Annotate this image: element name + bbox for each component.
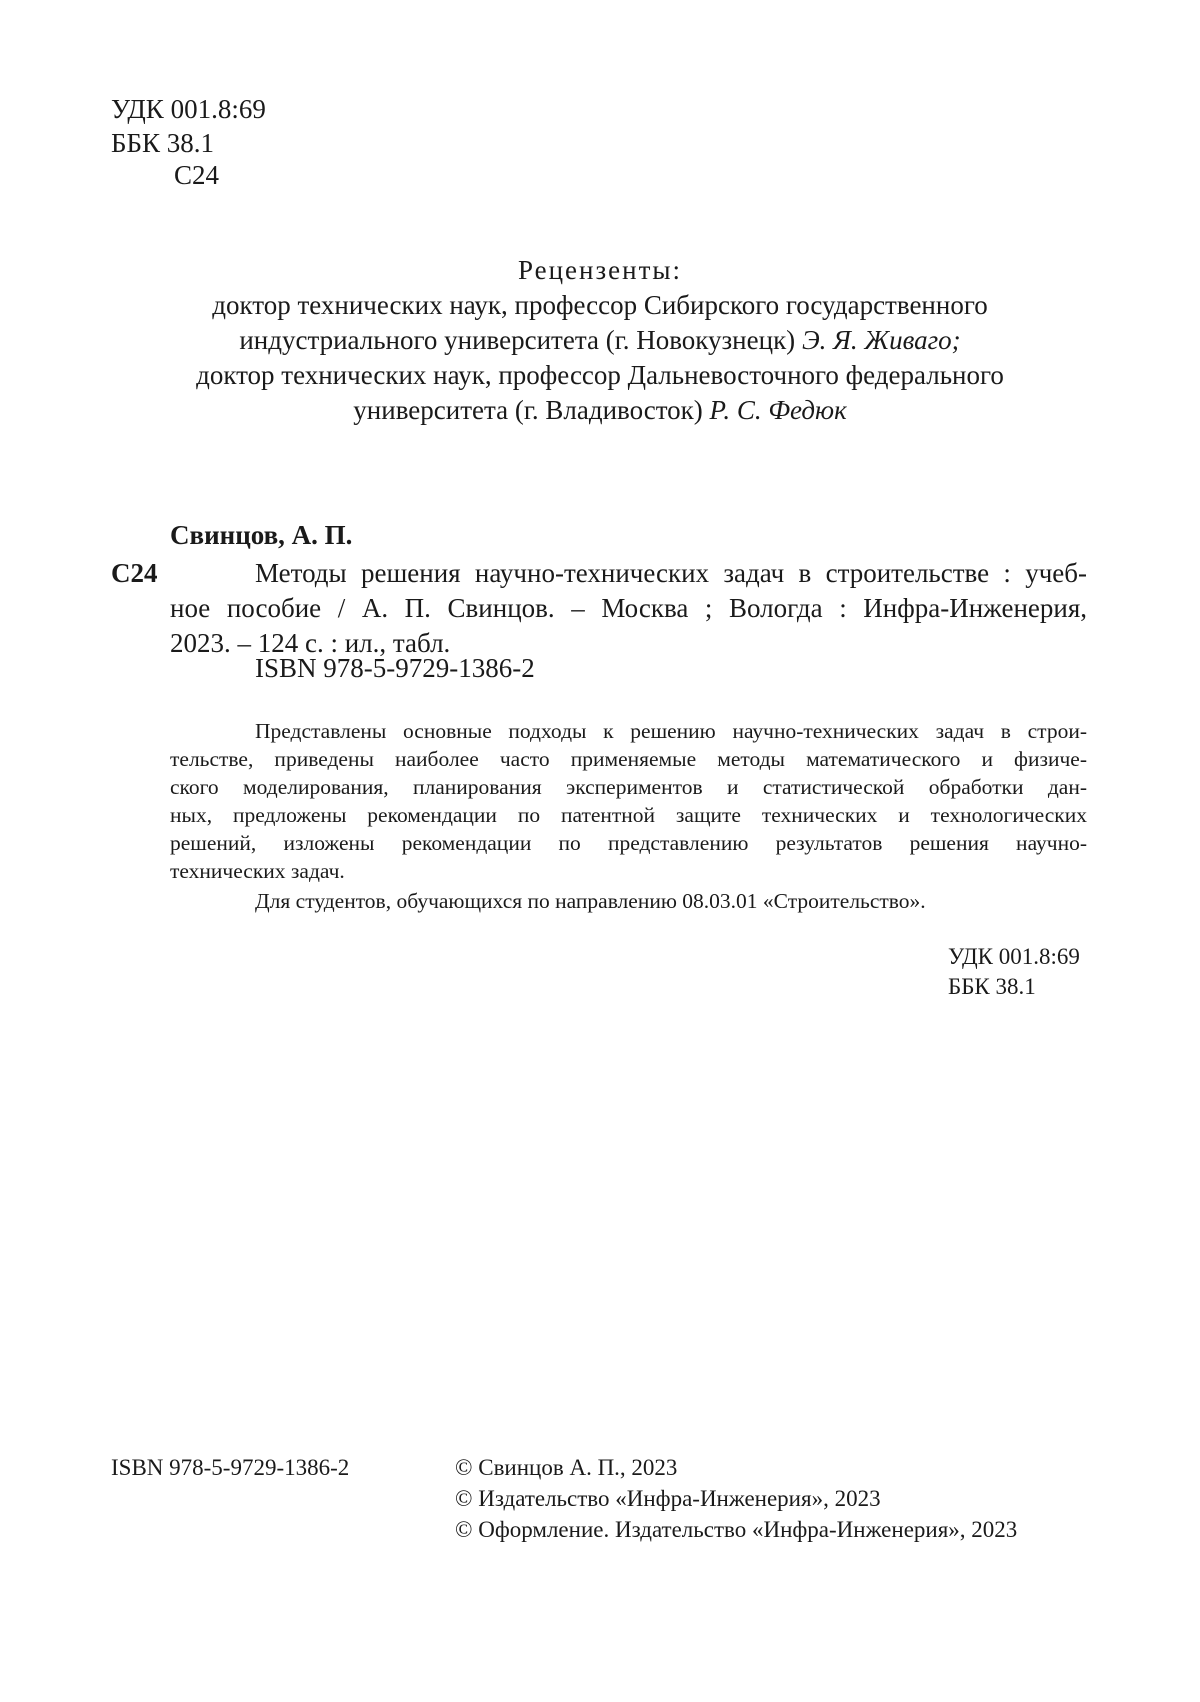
udk-code-top: УДК 001.8:69 (111, 94, 266, 124)
biblio-line-1: Методы решения научно-технических задач в строительстве : учеб- (255, 558, 1087, 588)
author-sign-top: С24 (174, 160, 220, 190)
author-sign: С24 (111, 558, 158, 588)
reviewer-2-affiliation: университета (г. Владивосток) (353, 395, 710, 425)
isbn-footer: ISBN 978-5-9729-1386-2 (111, 1455, 350, 1480)
copyright-author: © Свинцов А. П., 2023 (455, 1455, 678, 1480)
abstract-line-2: тельстве, приведены наиболее часто применяемые методы математического и физиче- (170, 747, 1087, 771)
abstract-line-5: решений, изложены рекомендации по представлению результатов решения научно- (170, 831, 1087, 855)
copyright-publisher: © Издательство «Инфра-Инженерия», 2023 (455, 1486, 881, 1511)
biblio-isbn: ISBN 978-5-9729-1386-2 (255, 653, 535, 683)
reviewers-block (120, 253, 1080, 428)
bbk-code-bottom: ББК 38.1 (948, 974, 1036, 999)
biblio-line-2: ное пособие / А. П. Свинцов. – Москва ; Вологда : Инфра-Инженерия, (170, 593, 1087, 623)
abstract-line-4: ных, предложены рекомендации по патентной защите технических и технологических (170, 803, 1087, 827)
abstract-line-3: ского моделирования, планирования экспериментов и статистической обработки дан- (170, 775, 1087, 799)
udk-code-bottom: УДК 001.8:69 (948, 944, 1080, 969)
author-heading: Свинцов, А. П. (170, 520, 353, 550)
reviewer-2-name: Р. С. Федюк (709, 395, 847, 425)
abstract-line-6: технических задач. (170, 859, 345, 883)
reviewer-1-line-1: доктор технических наук, профессор Сибирского государственного (212, 290, 988, 320)
reviewer-1-affiliation: индустриального университета (г. Новокузнецк) (239, 325, 802, 355)
abstract-paragraph (170, 717, 1087, 885)
bbk-code-top: ББК 38.1 (111, 128, 215, 158)
reviewer-1-line-2 (120, 323, 1080, 358)
audience-note: Для студентов, обучающихся по направлению 08.03.01 «Строительство». (255, 889, 926, 913)
reviewer-1-name: Э. Я. Живаго; (801, 325, 961, 355)
reviewer-2-line-2 (120, 393, 1080, 428)
biblio-line-3: 2023. – 124 с. : ил., табл. (170, 628, 451, 658)
reviewer-2-line-1: доктор технических наук, профессор Дальневосточного федерального (196, 360, 1004, 390)
copyright-design: © Оформление. Издательство «Инфра-Инженерия», 2023 (455, 1517, 1018, 1542)
reviewers-title: Рецензенты: (517, 255, 683, 285)
bibliographic-description (170, 556, 1087, 661)
abstract-line-1: Представлены основные подходы к решению научно-технических задач в строи- (255, 719, 1087, 743)
